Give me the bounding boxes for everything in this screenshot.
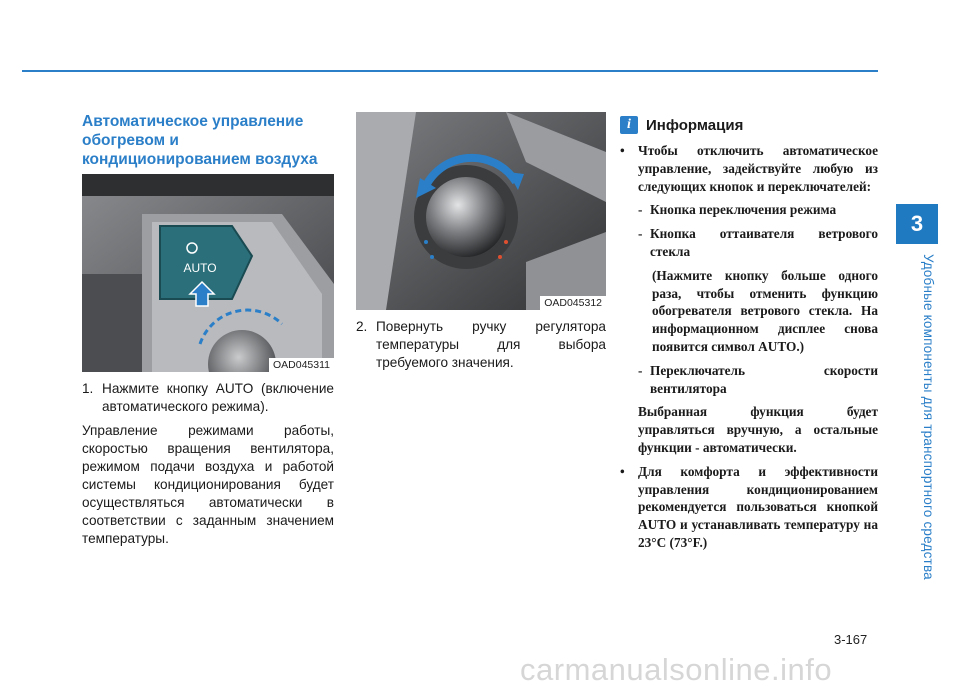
step-1 xyxy=(82,380,334,416)
auto-description: Управление режимами работы, скоростью вращения вентилятора, режимом подачи воздуха и работой системы кондиционирования будет осуществляться автоматически в соответствии с заданным значением температуры. xyxy=(82,423,334,546)
info-icon: i xyxy=(620,116,638,134)
step-number: 2. xyxy=(356,319,368,334)
info-bullet: • Чтобы отключить автоматическое управление, задействуйте любую из следующих кнопок и переключателей: xyxy=(620,143,878,194)
figure-auto-button xyxy=(82,174,334,372)
info-bullet: • Для комфорта и эффективности управления кондиционированием рекомендуется пользоваться кнопкой AUTO и устанавливать температуру на 23°C (73°F.) xyxy=(620,463,878,550)
figure-code: OAD045312 xyxy=(540,296,606,310)
page-number: 3-167 xyxy=(834,632,868,647)
chapter-title: Удобные компоненты для транспортного средства xyxy=(921,254,936,580)
auto-button-illustration xyxy=(82,174,334,372)
step-text: Повернуть ручку регулятора температуры для выбора требуемого значения. xyxy=(376,319,606,370)
figure-temperature-knob xyxy=(356,112,606,310)
chapter-tab: 3 xyxy=(896,204,938,244)
info-dash: - Переключатель скорости вентилятора xyxy=(638,362,878,396)
left-column xyxy=(82,112,334,169)
info-paragraph: Выбранная функция будет управляться вручную, а остальные функции - автоматически. xyxy=(638,404,878,455)
step-number: 1. xyxy=(82,381,94,396)
step-text: Нажмите кнопку AUTO (включение автоматического режима). xyxy=(102,381,334,414)
info-dash: - Кнопка переключения режима xyxy=(638,202,837,218)
watermark: carmanualsonline.info xyxy=(520,652,833,687)
temperature-knob-illustration xyxy=(356,112,606,310)
left-text xyxy=(82,380,334,548)
info-heading xyxy=(620,116,878,134)
top-rule xyxy=(22,70,878,72)
middle-text xyxy=(356,318,606,372)
info-dash: - Кнопка оттаивателя ветрового стекла xyxy=(638,226,878,259)
section-heading: Автоматическое управление обогревом и кондиционированием воздуха xyxy=(82,113,318,168)
info-title: Информация xyxy=(646,116,744,134)
figure-code: OAD045311 xyxy=(269,358,334,372)
info-note: (Нажмите кнопку больше одного раза, чтобы отменить функцию обогревателя ветрового стекла. На информационном дисплее снова появится символ AUTO.) xyxy=(652,267,878,354)
info-box xyxy=(620,116,878,558)
auto-label: AUTO xyxy=(183,261,217,275)
step-2 xyxy=(356,318,606,372)
